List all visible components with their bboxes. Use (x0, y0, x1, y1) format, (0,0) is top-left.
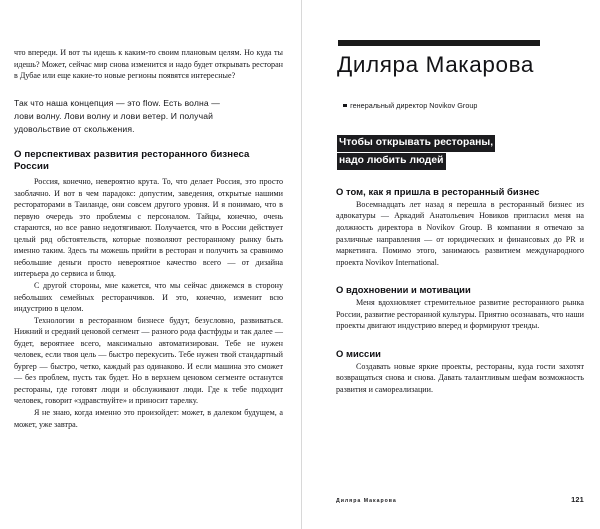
section-body: Восемнадцать лет назад я перешла в ресторанный бизнес из адвокатуры — Аркадий Анатольевич Новиков пригласил меня на должность директора в Novikov Group. В компании я отвечаю за различные направления — от юридических и финансовых до PR и маркетинга. Помимо этого, занимаюсь развитием международного проекта Novikov International. (336, 199, 584, 267)
right-page (301, 0, 600, 529)
headline-line: надо любить людей (337, 153, 446, 170)
author-role (343, 101, 584, 110)
left-body-paragraphs (14, 176, 283, 430)
paragraph: Россия, конечно, невероятно крута. То, что делает Россия, это просто заоблачно. И вот в чем парадокс: допустим, заведения, открытые нашими рестораторами в Таиланде, они совсем другого уровня. И я понимаю, что в первую очередь это проблемы с персоналом. Тайцы, конечно, очень стараются, но все равно недотягивают. Получается, что в России действует целый ряд обстоятельств, которые позволяют ресторанному рынку быть именно таким. Здесь ты можешь прийти в ресторан и получить за сравнимо небольшие деньги просто невероятное качество всего — от дизайна интерьера до сервиса и блюд. (14, 177, 283, 279)
article-headline (337, 135, 584, 170)
pull-quote: Так что наша концепция — это flow. Есть волна — лови волну. Лови волну и лови ветер. И получай удовольствие от скольжения. (14, 97, 220, 135)
page-title-author-name: Диляра Макарова (337, 52, 534, 77)
page-footer (336, 495, 584, 504)
author-role-label: генеральный директор Novikov Group (350, 101, 478, 110)
continued-paragraph: что впереди. И вот ты идешь к каким-то своим плановым целям. Но куда ты идешь? Может, сейчас мир снова изменится и надо будет открывать ресторан в Дубае или еще какие-то новые регионы появятся интересные? (14, 48, 283, 81)
section-body: Меня вдохновляет стремительное развитие ресторанного рынка России, развитие ресторанной культуры. Приятно осознавать, что наши проекты двигают индустрию вперед и формируют тренды. (336, 298, 584, 331)
paragraph: С другой стороны, мне кажется, что мы сейчас движемся в сторону небольших семейных ресторанчиков. И это, конечно, изменит всю индустрию в целом. (14, 280, 283, 314)
author-rule-decoration (338, 40, 540, 46)
section-about-career (336, 186, 584, 268)
paragraph: Технологии в ресторанном бизнесе будут, безусловно, развиваться. Нижний и средний ценовой сегмент — разного рода фастфуды и так далее — будет, вероятнее всего, максимально автоматизирован. Тебе не нужен человек, если твоя цель — быстро перекусить. Тебе нужен твой стандартный бургер — быстро, четко, каждый раз одинаково. И если машина это сможет — без проблем, пусть так будет. Но в верхнем ценовом сегменте останутся рестораны, где готовят люди и обслуживают люди. Где к тебе подходит человек, говорит «здравствуйте» и приносит тарелку. (14, 315, 283, 406)
section-heading: О том, как я пришла в ресторанный бизнес (336, 185, 540, 197)
section-heading-perspectives: О перспективах развития ресторанного бизнеса России (14, 149, 250, 172)
paragraph: Я не знаю, когда именно это произойдет: может, в далеком будущем, а может, уже завтра. (14, 408, 283, 429)
section-heading: О вдохновении и мотивации (336, 284, 471, 296)
section-about-inspiration (336, 284, 584, 332)
footer-author-name: Диляра Макарова (336, 498, 397, 504)
section-body: Создавать новые яркие проекты, рестораны, куда гости захотят возвращаться снова и снова. Давать талантливым шефам возможность развития и самореализации. (336, 361, 584, 394)
section-heading: О миссии (336, 347, 381, 359)
square-bullet-icon (343, 104, 347, 108)
headline-line: Чтобы открывать рестораны, (337, 135, 495, 152)
page-number: 121 (571, 495, 584, 504)
section-about-mission (336, 348, 584, 396)
